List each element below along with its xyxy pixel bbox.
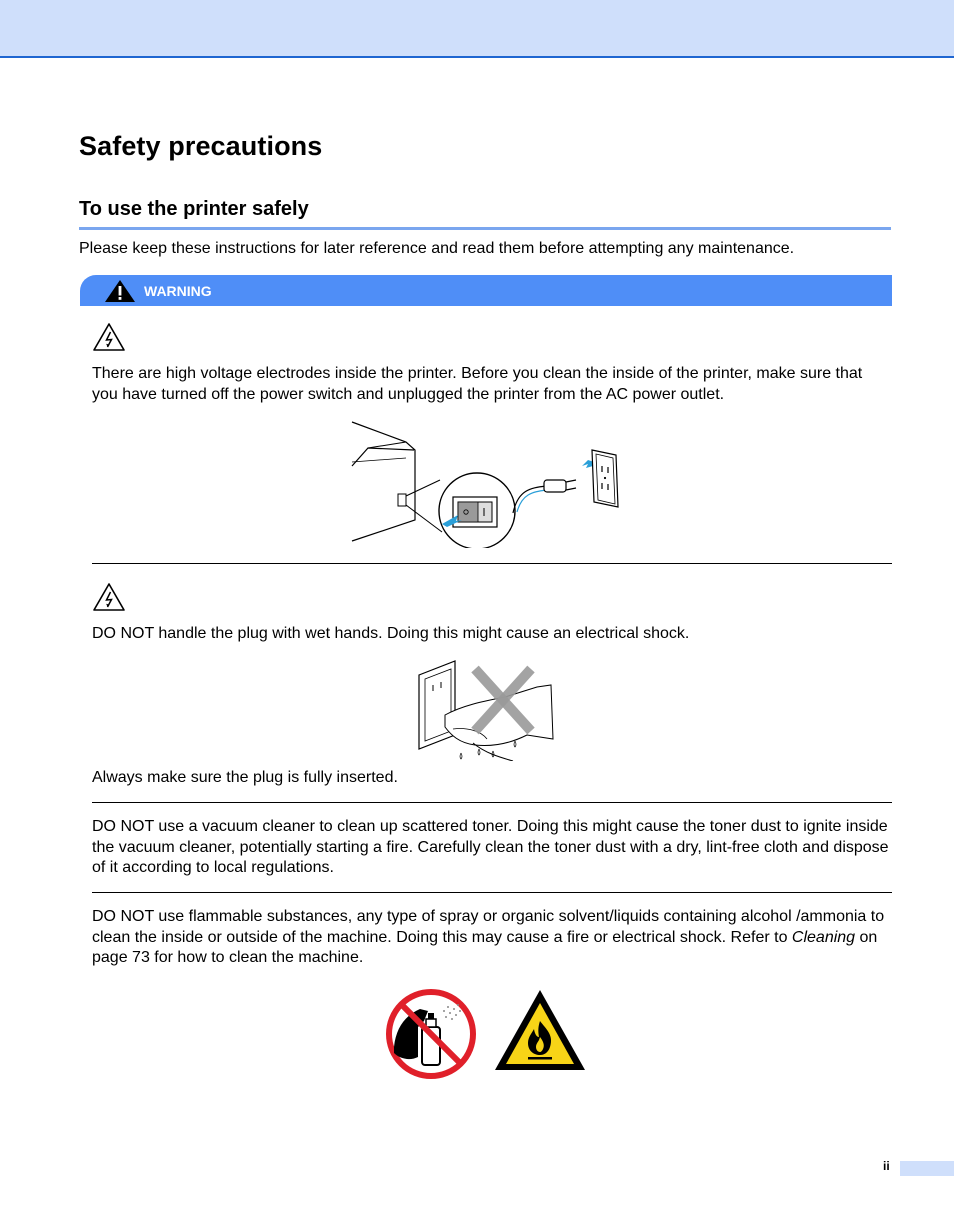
no-spray-icon	[384, 987, 478, 1081]
warning-label: WARNING	[144, 282, 212, 299]
plug-inserted-text: Always make sure the plug is fully inserted.	[92, 769, 398, 786]
wet-hands-prohibited-illustration	[415, 657, 555, 761]
header-band	[0, 0, 954, 58]
power-switch-unplug-illustration	[350, 420, 625, 548]
warning-bar	[80, 275, 892, 306]
flammable-substances-text: DO NOT use flammable substances, any type of spray or organic solvent/liquids containing alcohol /ammonia to clean the inside or outside of the machine. Doing this may cause a fire or electrical shock. Refer to Cleaning on page 73 for how to clean the machine.	[92, 908, 885, 966]
high-voltage-icon	[92, 582, 126, 612]
high-voltage-text: There are high voltage electrodes inside the printer. Before you clean the inside of the printer, make sure that you have turned off the power switch and unplugged the printer from the AC power outlet.	[92, 365, 863, 403]
warning-triangle-icon	[104, 279, 136, 303]
section-title: To use the printer safely	[79, 198, 891, 230]
vacuum-cleaner-text: DO NOT use a vacuum cleaner to clean up scattered toner. Doing this might cause the toner dust to ignite inside the vacuum cleaner, potentially starting a fire. Carefully clean the toner dust with a dry, lint-free cloth and dispose of it according to local regulations.	[92, 818, 889, 876]
flammable-warning-icon	[492, 987, 588, 1073]
wet-hands-text: DO NOT handle the plug with wet hands. Doing this might cause an electrical shock.	[92, 625, 690, 642]
intro-text: Please keep these instructions for later reference and read them before attempting any maintenance.	[79, 240, 795, 257]
page-tab	[900, 1161, 954, 1176]
divider	[92, 802, 892, 803]
divider	[92, 892, 892, 893]
page-number: ii	[883, 1159, 890, 1173]
high-voltage-icon	[92, 322, 126, 352]
divider	[92, 563, 892, 564]
page-title: Safety precautions	[79, 131, 323, 161]
cleaning-reference: Cleaning	[791, 928, 856, 946]
